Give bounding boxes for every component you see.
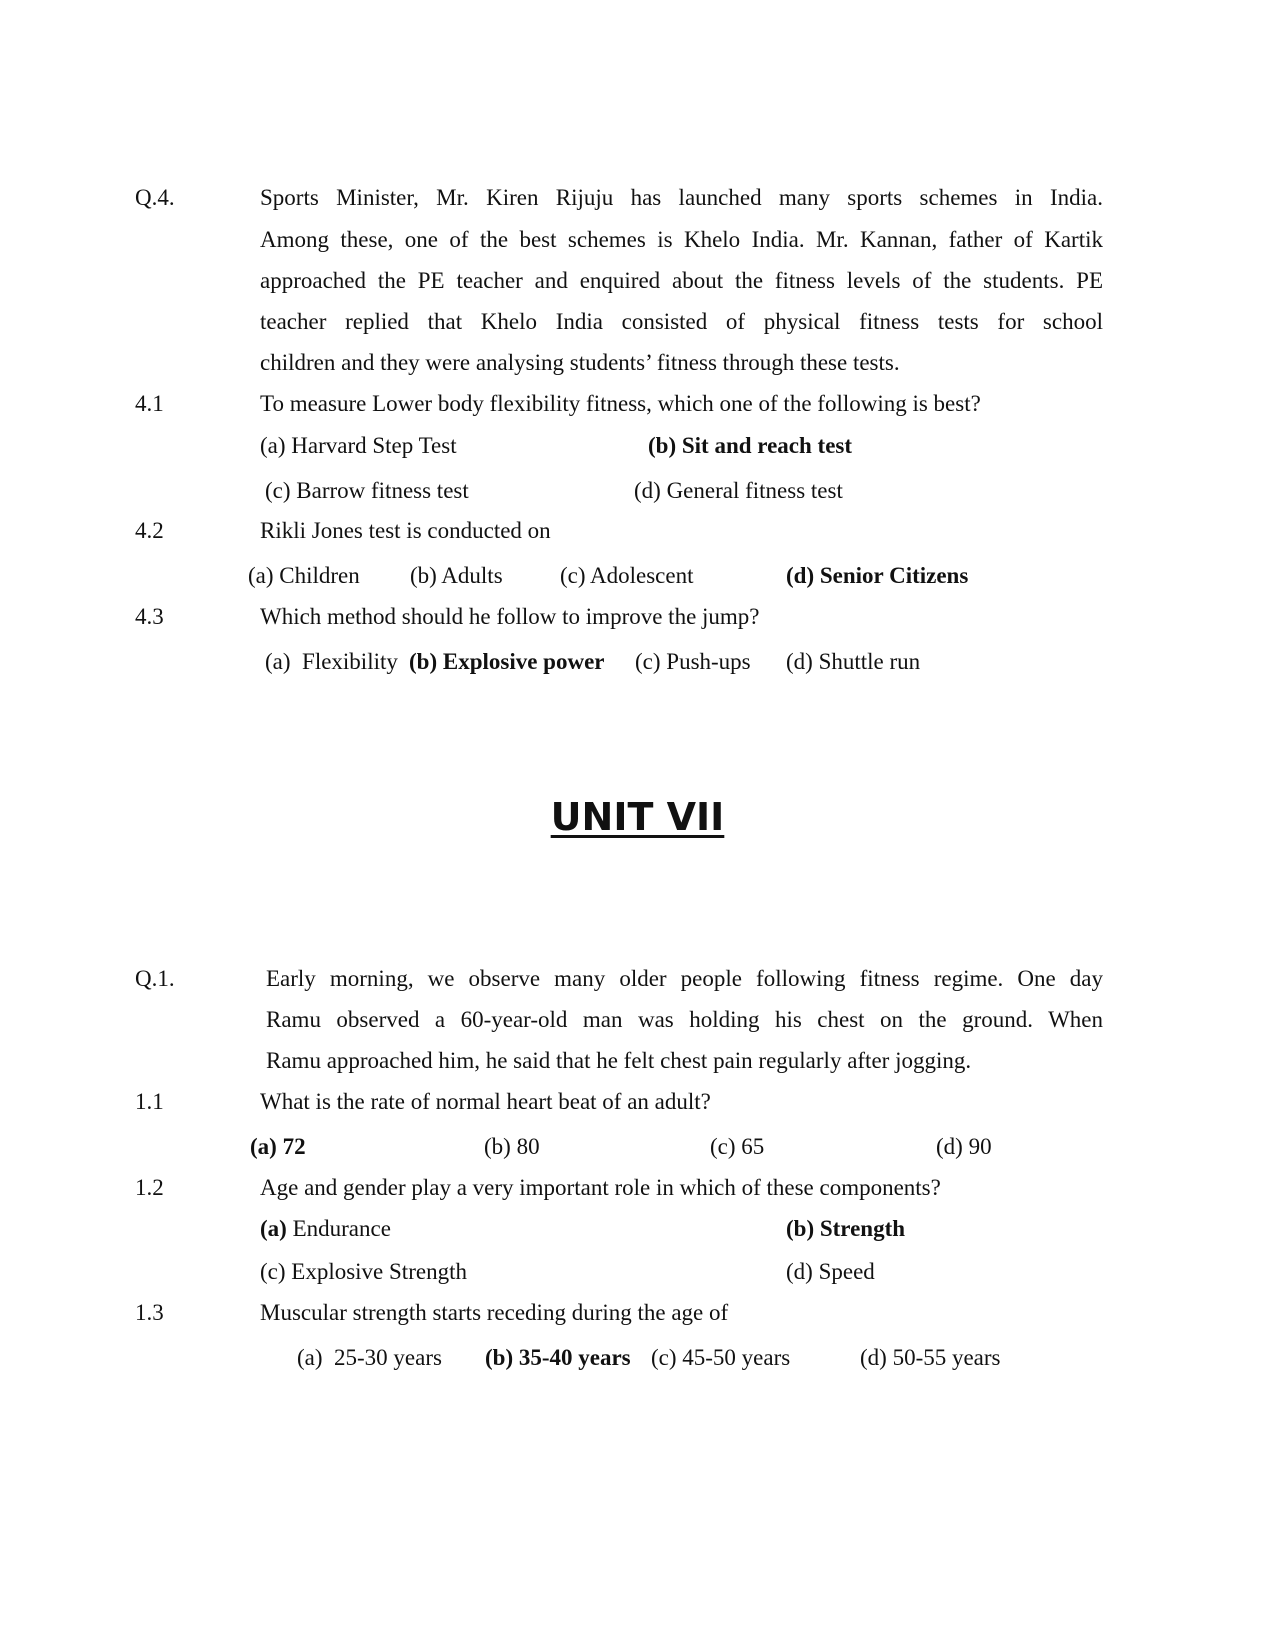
passage-line: Early morning, we observe many older people following fitness regime. One day (266, 966, 1103, 991)
subquestion-number: 1.2 (135, 1175, 164, 1200)
option-d: (d) Speed (786, 1259, 875, 1284)
subquestion-text: To measure Lower body flexibility fitness, which one of the following is best? (260, 391, 981, 416)
option-a: (a) Flexibility (265, 649, 398, 674)
subquestion-text: Rikli Jones test is conducted on (260, 518, 551, 543)
option-c: (c) Push-ups (635, 649, 751, 674)
option-b: (b) Adults (410, 563, 503, 588)
option-a: (a) 25-30 years (297, 1345, 442, 1370)
subquestion-text: Muscular strength starts receding during the age of (260, 1300, 729, 1325)
option-d: (d) 50-55 years (860, 1345, 1001, 1370)
option-d: (d) General fitness test (634, 478, 843, 503)
subquestion-number: 1.1 (135, 1089, 164, 1114)
question-number: Q.4. (135, 185, 175, 210)
option-a: (a) Harvard Step Test (260, 433, 457, 458)
subquestion-number: 4.2 (135, 518, 164, 543)
passage-line: teacher replied that Khelo India consisted of physical fitness tests for school (260, 309, 1103, 334)
passage-line: Among these, one of the best schemes is Khelo India. Mr. Kannan, father of Kartik (260, 227, 1103, 252)
option-a: (a) Endurance (260, 1216, 391, 1241)
subquestion-number: 4.3 (135, 604, 164, 629)
option-d-answer: (d) Senior Citizens (786, 563, 969, 588)
option-d: (d) Shuttle run (786, 649, 921, 674)
option-b-answer: (b) Sit and reach test (648, 433, 853, 458)
option-c: (c) 45-50 years (651, 1345, 791, 1370)
option-c: (c) Adolescent (560, 563, 694, 588)
subquestion-number: 4.1 (135, 391, 164, 416)
option-b-answer: (b) Strength (786, 1216, 906, 1241)
option-a-answer: (a) 72 (250, 1134, 306, 1159)
option-a: (a) Children (248, 563, 360, 588)
subquestion-number: 1.3 (135, 1300, 164, 1325)
option-b-answer: (b) 35-40 years (485, 1345, 631, 1370)
passage-line: children and they were analysing students’ fitness through these tests. (260, 350, 900, 375)
option-d: (d) 90 (936, 1134, 992, 1159)
passage-line: Sports Minister, Mr. Kiren Rijuju has launched many sports schemes in India. (260, 185, 1103, 210)
option-b: (b) 80 (484, 1134, 540, 1159)
option-c: (c) Barrow fitness test (265, 478, 469, 503)
subquestion-text: What is the rate of normal heart beat of an adult? (260, 1089, 711, 1114)
unit-heading: UNIT VII (550, 795, 725, 839)
option-c: (c) 65 (710, 1134, 765, 1159)
question-number: Q.1. (135, 966, 175, 991)
passage-line: approached the PE teacher and enquired about the fitness levels of the students. PE (260, 268, 1103, 293)
passage-line: Ramu approached him, he said that he felt chest pain regularly after jogging. (266, 1048, 972, 1073)
passage-line: Ramu observed a 60-year-old man was holding his chest on the ground. When (266, 1007, 1103, 1032)
option-b-answer: (b) Explosive power (409, 649, 605, 674)
subquestion-text: Which method should he follow to improve the jump? (260, 604, 760, 629)
subquestion-text: Age and gender play a very important role in which of these components? (260, 1175, 941, 1200)
option-c: (c) Explosive Strength (260, 1259, 467, 1284)
